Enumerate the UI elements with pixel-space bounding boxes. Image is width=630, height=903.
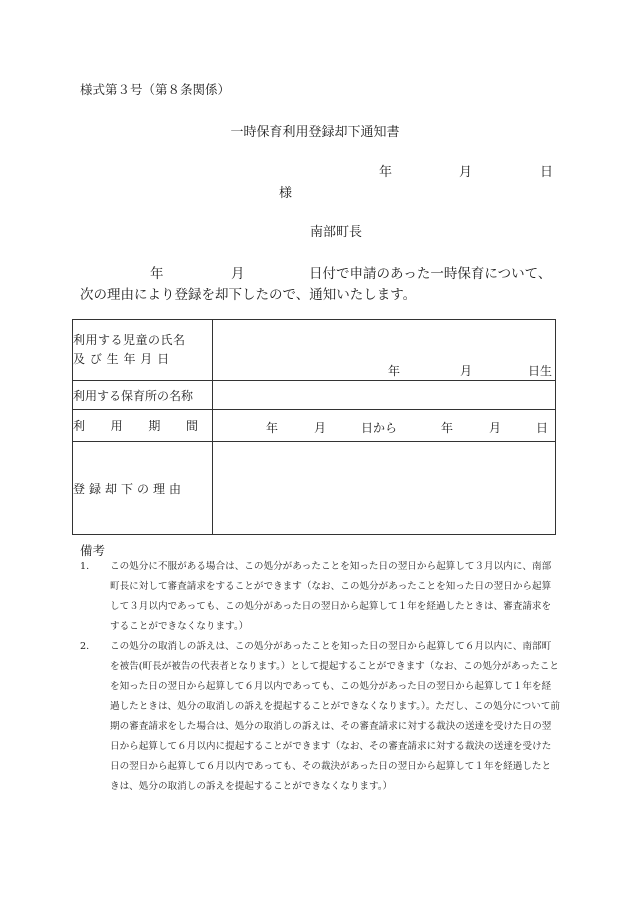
birth-year: 年 bbox=[388, 364, 401, 378]
period-field[interactable] bbox=[213, 410, 556, 442]
notes-heading: 備考 bbox=[80, 543, 106, 558]
child-name-label-line2: 及 び 生 年 月 日 bbox=[73, 352, 170, 366]
child-name-label-line1: 利用する児童の氏名 bbox=[73, 333, 186, 347]
table-row-period bbox=[73, 410, 556, 442]
child-name-field[interactable] bbox=[213, 320, 556, 381]
issuer: 南部町長 bbox=[310, 225, 363, 240]
period-from-month: 月 bbox=[314, 421, 327, 435]
period-to-day: 日 bbox=[536, 421, 549, 435]
period-to-month: 月 bbox=[489, 421, 502, 435]
period-from-year: 年 bbox=[266, 421, 279, 435]
form-number: 様式第３号（第８条関係） bbox=[80, 82, 231, 97]
reason-label bbox=[73, 442, 213, 535]
table-row-facility bbox=[73, 381, 556, 410]
facility-field[interactable] bbox=[213, 381, 556, 410]
note-number: 1. bbox=[80, 561, 90, 572]
period-to-year: 年 bbox=[441, 421, 454, 435]
table-row-child bbox=[73, 320, 556, 381]
period-label-char: 期 bbox=[148, 419, 161, 433]
note-item bbox=[80, 637, 560, 797]
period-label-char: 用 bbox=[110, 419, 123, 433]
registration-table bbox=[72, 319, 556, 535]
body-year: 年 bbox=[150, 266, 164, 282]
body-month: 月 bbox=[231, 266, 245, 282]
note-text: この処分に不服がある場合は、この処分があったことを知った日の翌日から起算して３月以内に、南部町長に対して審査請求をすることができます（なお、この処分があったことを知った日の翌日から起算して３月以内であっても、この処分があった日の翌日から起算して１年を経過したときは、審査請求をすることができなくなります。） bbox=[110, 561, 552, 632]
issue-date-year: 年 bbox=[379, 165, 393, 180]
birth-day: 日生 bbox=[528, 364, 553, 378]
document-title: 一時保育利用登録却下通知書 bbox=[230, 125, 400, 140]
birth-month: 月 bbox=[460, 364, 473, 378]
note-number: 2. bbox=[80, 641, 90, 652]
table-row-reason bbox=[73, 442, 556, 535]
note-text: この処分の取消しの訴えは、この処分があったことを知った日の翌日から起算して６月以内に、南部町を被告(町長が被告の代表者となります。）として提起することができます（なお、この処分があったことを知った日の翌日から起算して６月以内であっても、この処分があった日の翌日から起算して１年を経過したときは、処分の取消しの訴えを提起することができなくなります。）。ただし、この処分について前期の審査請求をした場合は、処分の取消しの訴えは、その審査請求に対する裁決の送達を受けた日の翌日から起算して６月以内に提起することができます（なお、その審査請求に対する裁決の送達を受けた日の翌日から起算して６月以内であっても、その裁決があった日の翌日から起算して１年を経過したときは、処分の取消しの訴えを提起することができなくなります。） bbox=[110, 641, 560, 792]
period-label-char: 利 bbox=[73, 419, 86, 433]
note-item bbox=[80, 557, 560, 637]
reason-field[interactable] bbox=[213, 442, 556, 535]
period-from-day: 日から bbox=[361, 421, 398, 435]
child-name-label bbox=[73, 320, 213, 381]
issue-date-month: 月 bbox=[459, 165, 473, 180]
facility-label-text: 利用する保育所の名称 bbox=[73, 388, 194, 403]
body-line1: 日付で申請のあった一時保育について、 bbox=[309, 266, 552, 282]
body-line2: 次の理由により登録を却下したので、通知いたします。 bbox=[80, 287, 417, 303]
issue-date-day: 日 bbox=[540, 165, 554, 180]
addressee-suffix: 様 bbox=[279, 186, 293, 201]
facility-label bbox=[73, 381, 213, 410]
period-label bbox=[73, 410, 213, 442]
reason-label-text: 登録却下の理由 bbox=[73, 481, 186, 496]
period-label-char: 間 bbox=[185, 419, 198, 433]
